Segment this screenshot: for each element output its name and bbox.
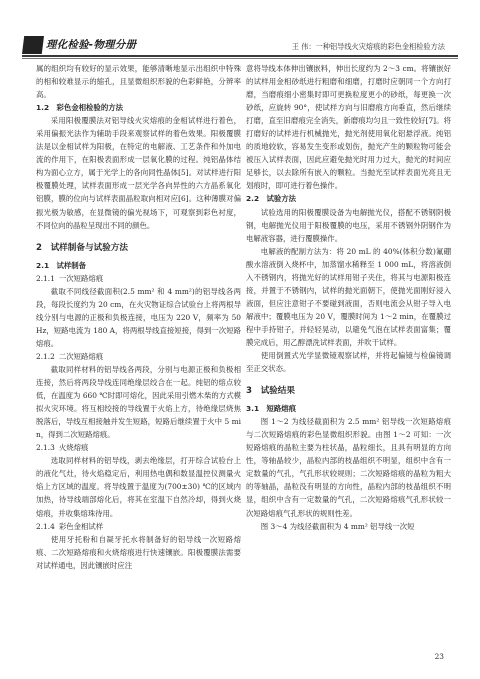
subsubsection-heading	[36, 272, 241, 285]
body-paragraph: 试验选用的阳极覆膜设备为电解抛光仪，搭配不锈钢阴极钢，电解抛光仪用于阳极覆膜的电压，采用不锈钢外阴钢作为电解液容器，进行覆膜操作。	[246, 207, 451, 243]
body-paragraph: 使用倒置式光学显微镜观察试样，并将起偏镜与检偏镜调至正交状态。	[246, 351, 451, 374]
subsection-heading: 1.2 彩色金相检验的方法	[36, 103, 123, 113]
subsubsection-number: 2.1.3	[36, 443, 55, 453]
subsubsection-heading	[36, 520, 241, 533]
subsection-heading: 2.2 试验方法	[246, 194, 297, 204]
page-header	[0, 0, 480, 56]
body-paragraph: 截取不同线径截面积(2.5 mm² 和 4 mm²)的铝导线各两段，每段长度约为 20 cm，在火灾物证综合试验台上将两根导线分别与电源的正极和负极连接，电压为 220 V，频率为 50 Hz，短路电流为 180 A，将两根导线直接短接，得到一次短路熔痕。	[36, 286, 241, 348]
subsection-heading: 3.1 短路熔痕	[246, 404, 297, 414]
subsubsection-number: 2.1.2	[36, 351, 55, 361]
body-paragraph: 图 3～4 为线径截面积为 4 mm² 铝导线一次短	[260, 521, 415, 531]
subsection-heading: 2.1 试样制备	[36, 260, 87, 270]
subsubsection-heading	[36, 350, 241, 363]
subsubsection-heading	[36, 441, 241, 454]
subsubsection-title: 彩色金相试样	[58, 521, 104, 531]
section-heading: 3 试验结果	[246, 386, 295, 397]
subsubsection-title: 二次短路熔痕	[58, 351, 104, 361]
left-column	[36, 62, 241, 572]
section-heading: 2 试样制备与试验方法	[36, 242, 128, 253]
header-rule-thick	[22, 55, 458, 57]
header-rule-thin	[22, 58, 458, 59]
body-paragraph: 使用牙托粉和自凝牙托水将制备好的铝导线一次短路熔痕、二次短路熔痕和火烧熔痕进行快速镶嵌。阳极覆膜法需要对试样通电，因此镶嵌时应注	[36, 534, 241, 570]
subsubsection-title: 火烧熔痕	[58, 443, 89, 453]
right-column	[246, 62, 451, 533]
journal-logo-mark	[22, 36, 44, 54]
journal-logo-text: 理化检验-物理分册	[46, 39, 137, 51]
subsubsection-number: 2.1.4	[36, 521, 55, 531]
running-title: 王 伟：一种铝导线火灾熔痕的彩色金相检验方法	[291, 42, 445, 51]
body-paragraph: 属的组织均有较好的显示效果，能够清晰地显示出组织中特殊的相和较难显示的缩孔，且显微组织形貌的色彩鲜艳，分辨率高。	[36, 64, 241, 100]
journal-logo	[22, 36, 137, 54]
body-paragraph: 截取同样材料的铝导线各两段，分别与电源正极和负极相连接，然后将两段导线连同绝缘层绞合在一起。纯铝的熔点较低，在温度为 660 ℃时即可熔化，因此采用引燃木柴的方式模拟火灾环境。将互相绞接的导线置于火焰上方，待绝缘层烧焦脱落后，导线互相接触并发生短路，短路后继续置于火中 5 min，得到二次短路熔痕。	[36, 364, 241, 440]
body-paragraph: 图 1～2 为线径截面积为 2.5 mm² 铝导线一次短路熔痕与二次短路熔痕的彩色显微组织形貌。由图 1～2 可知：一次短路熔痕的晶粒主要为柱状晶，晶粒细长，且具有明显的方向性，等轴晶较少，晶粒内部的枝晶组织不明显，组织中含有一定数量的气孔，气孔形状较规则；二次短路熔痕的晶粒为粗大的等轴晶，晶粒没有明显的方向性，晶粒内部的枝晶组织不明显，组织中含有一定数量的气孔，二次短路熔痕气孔形状较一次短路熔痕气孔形状的规则性差。	[246, 417, 451, 518]
subsubsection-number: 2.1.1	[36, 273, 55, 283]
subsubsection-title: 一次短路熔痕	[58, 273, 104, 283]
body-paragraph: 意将导线本体伸出镶嵌料，伸出长度约为 2～3 cm。将镶嵌好的试样用金相砂纸进行粗磨和细磨，打磨时应朝同一个方向打磨，当磨痕细小密集时即可更换粒度更小的砂纸，每更换一次砂纸，应旋转 90°，使试样方向与旧磨痕方向垂直，然后继续打磨，直至旧磨痕完全消失，新磨痕均匀且一致性较好[7]。将打磨好的试样进行机械抛光，抛光剂使用氧化铝悬浮液。纯铝的质地较软，容易发生变形或划伤，抛光产生的颗粒物可能会被压入试样表面，因此应避免抛光时用力过大，抛光的时间应足够长，以去除所有嵌入的颗粒。当抛光至试样表面光亮且无划痕时，即可进行着色操作。	[246, 64, 451, 191]
body-paragraph: 采用阳极覆膜法对铝导线火灾熔痕的金相试样进行着色，采用偏振光法作为辅助手段来观察试样的着色效果。阳极覆膜法是以金相试样为阳极，在特定的电解液、工艺条件和外加电流的作用下，在阳极表面形成一层氧化膜的过程。纯铝晶体结构为面心立方，属于光学上的各向同性晶体[5]。对试样进行阳极覆膜处理，试样表面形成一层光学各向异性的六方晶系氧化铝膜，膜的位向与试样表面晶粒取向相对应[6]。这种薄膜对偏振光极为敏感，在显微镜的偏光视场下，可观察到彩色衬度，不同位向的晶粒呈现出不同的颜色。	[36, 116, 241, 230]
body-paragraph: 选取同样材料的铝导线，剥去绝缘层，打开综合试验台上的液化气灶，待火焰稳定后，利用热电偶和数显温控仪测量火焰上方区域的温度。将导线置于温度为(700±30) ℃的区域内加热，待导线端部熔化后，将其在室温下自然冷却，得到火烧熔痕，并收集熔珠待用。	[36, 456, 241, 518]
body-paragraph: 电解液的配制方法为：将 20 mL 的 40%(体积分数)氟硼酸水溶液倒入烧杯中，加蒸馏水稀释至 1 000 mL，将溶液倒入不锈钢内，将抛光好的试样用钳子夹住，将其与电源阳极连接，并置于不锈钢内，试样的抛光面朝下，使抛光面刚好浸入液面，但应注意钳子不要碰到液面，否则电流会从钳子导入电解液中；覆膜电压为 20 V，覆膜时间为 1～2 min，在覆膜过程中手持钳子，并轻轻晃动，以避免气泡在试样表面富集；覆膜完成后，用乙醇漂洗试样表面，并吹干试样。	[246, 246, 451, 347]
page-number: 23	[434, 652, 444, 661]
